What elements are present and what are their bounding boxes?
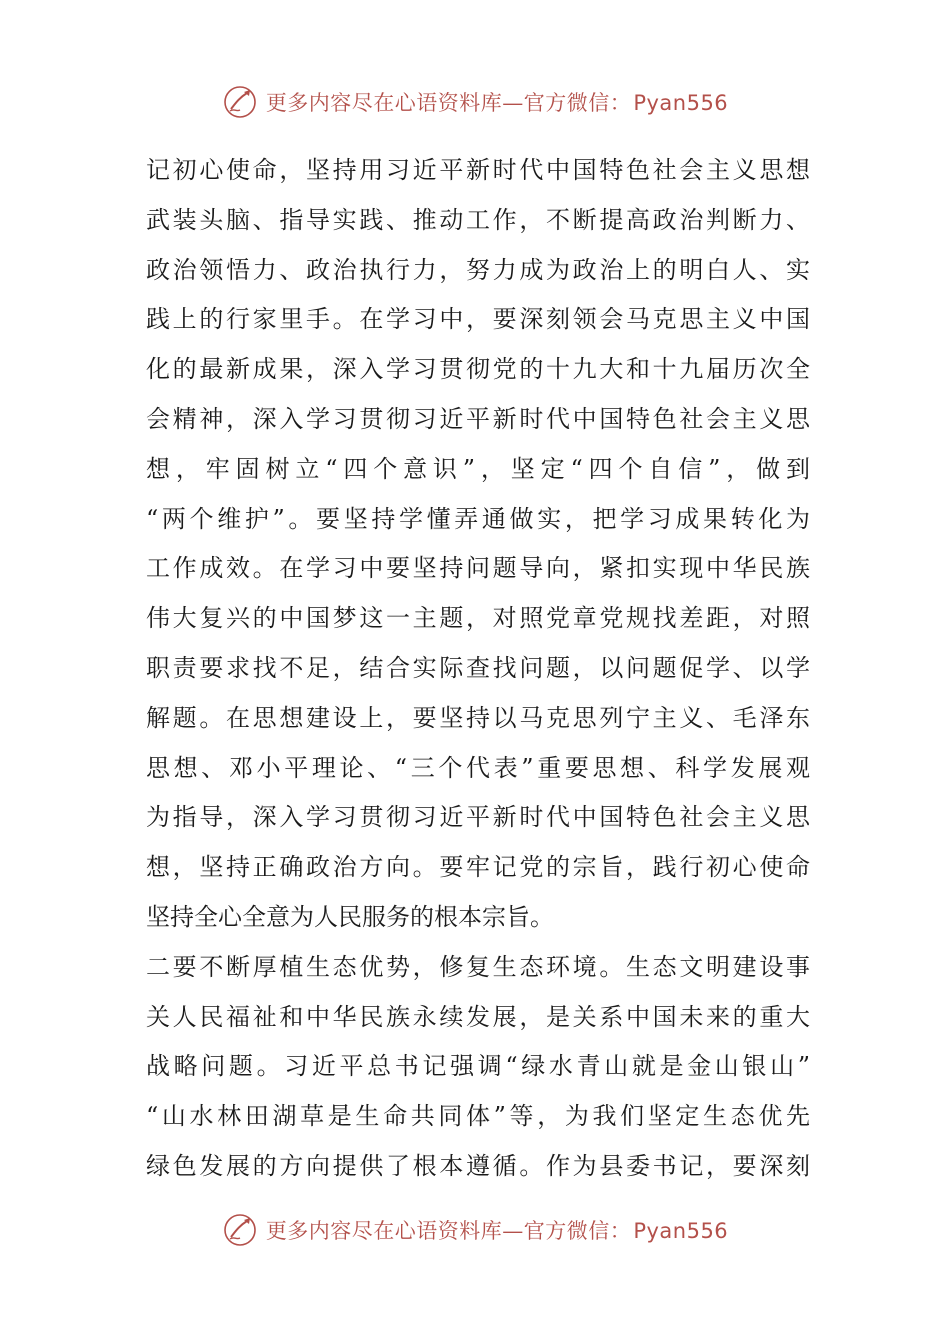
text-line: 职责要求找不足，结合实际查找问题，以问题促学、以学: [146, 653, 810, 682]
pen-logo-icon: [222, 1212, 258, 1248]
text-line: 坚持全心全意为人民服务的根本宗旨。: [146, 902, 554, 931]
text-line: 关人民福祉和中华民族永续发展，是关系中国未来的重大: [146, 1002, 810, 1031]
text-line: 思想、邓小平理论、“三个代表”重要思想、科学发展观: [146, 753, 810, 782]
text-line: 战略问题。习近平总书记强调“绿水青山就是金山银山”: [146, 1052, 810, 1081]
footer-wechat-id: Pyan556: [633, 1219, 729, 1243]
footer-banner-text: 更多内容尽在心语资料库—官方微信：Pyan556: [265, 1219, 729, 1243]
text-line: 武装头脑、指导实践、推动工作，不断提高政治判断力、: [146, 205, 810, 234]
text-line: 伟大复兴的中国梦这一主题，对照党章党规找差距，对照: [146, 604, 810, 633]
text-line: “两个维护”。要坚持学懂弄通做实，把学习成果转化为: [146, 504, 810, 533]
text-line: 绿色发展的方向提供了根本遵循。作为县委书记，要深刻: [146, 1151, 810, 1180]
text-line: 想，牢固树立“四个意识”，坚定“四个自信”，做到: [146, 454, 810, 483]
footer-banner: [0, 1210, 950, 1250]
text-line: 想，坚持正确政治方向。要牢记党的宗旨，践行初心使命: [146, 853, 810, 882]
header-wechat-id: Pyan556: [633, 91, 729, 115]
pen-logo-icon: [222, 84, 258, 120]
text-line: 解题。在思想建设上，要坚持以马克思列宁主义、毛泽东: [146, 703, 810, 732]
text-line: 践上的行家里手。在学习中，要深刻领会马克思主义中国: [146, 305, 810, 334]
header-banner: [0, 82, 950, 122]
text-line: “山水林田湖草是生命共同体”等，为我们坚定生态优先: [146, 1102, 810, 1131]
header-banner-text: 更多内容尽在心语资料库—官方微信：Pyan556: [265, 91, 729, 115]
text-line: 二要不断厚植生态优势，修复生态环境。生态文明建设事: [146, 952, 810, 981]
text-line: 为指导，深入学习贯彻习近平新时代中国特色社会主义思: [146, 803, 810, 832]
text-line: 记初心使命，坚持用习近平新时代中国特色社会主义思想: [146, 156, 810, 184]
text-line: 化的最新成果，深入学习贯彻党的十九大和十九届历次全: [146, 355, 810, 384]
document-body: [146, 146, 810, 1192]
text-line: 工作成效。在学习中要坚持问题导向，紧扣实现中华民族: [146, 554, 810, 583]
text-line: 会精神，深入学习贯彻习近平新时代中国特色社会主义思: [146, 404, 810, 433]
text-line: 政治领悟力、政治执行力，努力成为政治上的明白人、实: [146, 255, 810, 284]
